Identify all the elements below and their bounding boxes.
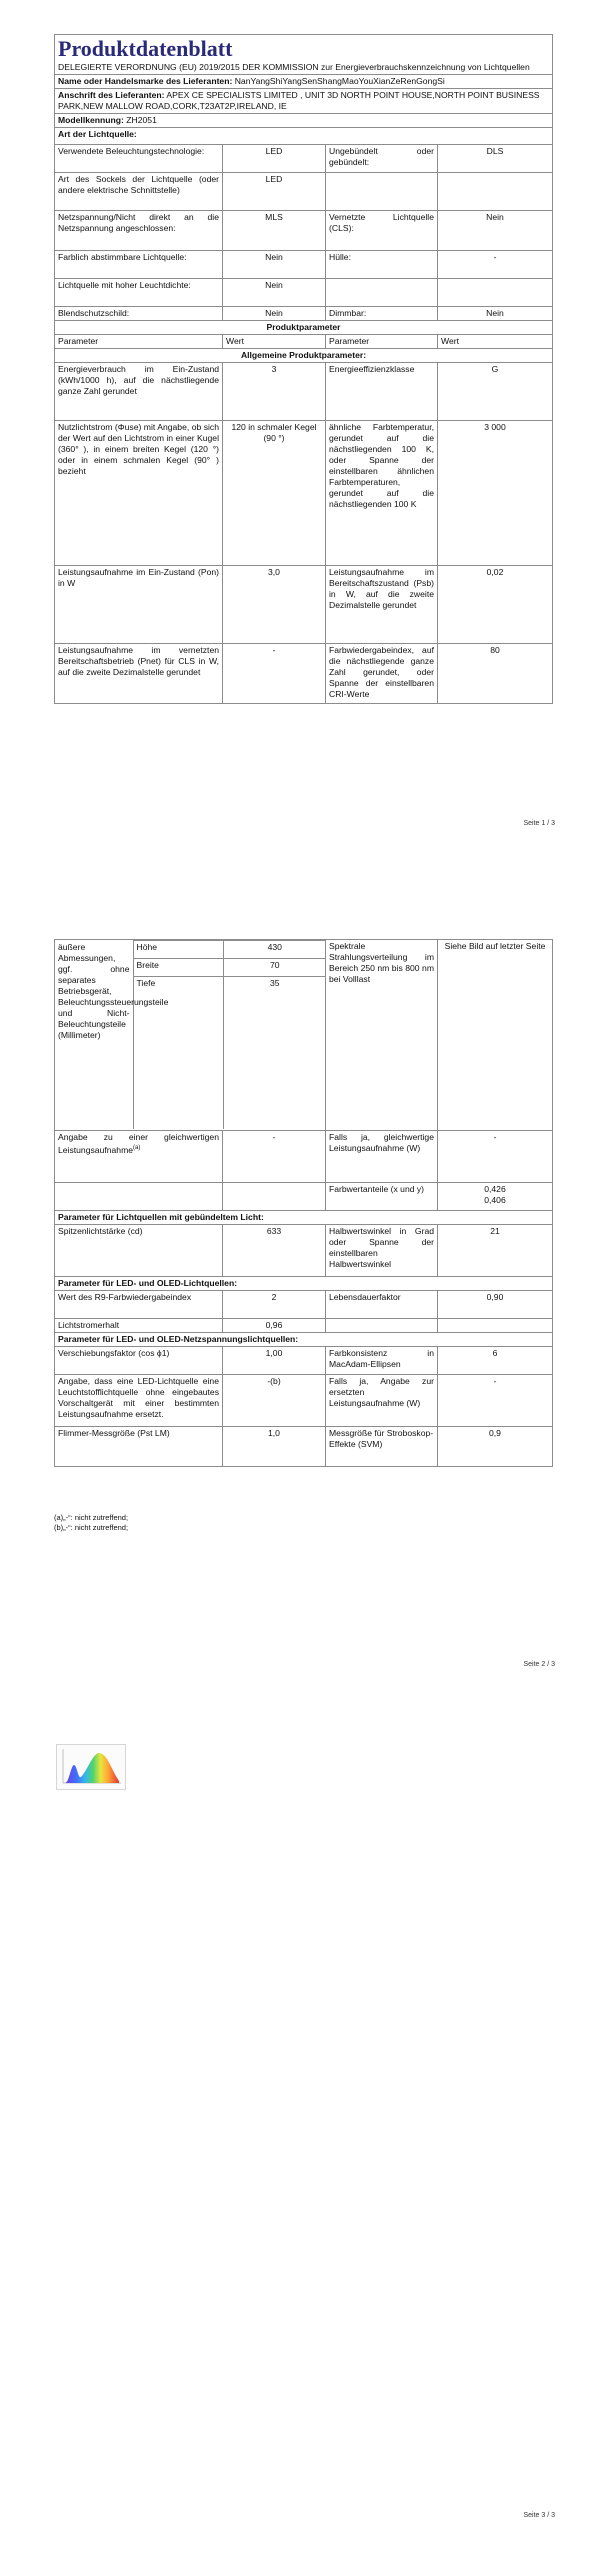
net-standby-label: Leistungsaufnahme im vernetzten Bereitschaftsbetrieb (Pnet) für CLS in W, auf die zweite Dezimalstelle gerundet bbox=[55, 644, 223, 704]
eff-class-value: G bbox=[438, 363, 553, 421]
led-heading: Parameter für LED- und OLED-Lichtquellen: bbox=[55, 1277, 553, 1291]
ls-value: LED bbox=[223, 173, 326, 211]
ls-value: Nein bbox=[223, 307, 326, 321]
ls-label: Lichtquelle mit hoher Leuchtdichte: bbox=[55, 279, 223, 307]
chromaticity-y: 0,406 bbox=[484, 1195, 506, 1205]
lumen-maintenance-label: Lichtstromerhalt bbox=[55, 1319, 223, 1333]
ls-value: MLS bbox=[223, 211, 326, 251]
ls-right-value: Nein bbox=[438, 211, 553, 251]
empty-cell bbox=[223, 1183, 326, 1211]
light-source-heading: Art der Lichtquelle: bbox=[55, 128, 553, 145]
empty-cell bbox=[55, 1183, 223, 1211]
product-params-heading: Produktparameter bbox=[55, 321, 553, 335]
supplier-address-label: Anschrift des Lieferanten: bbox=[58, 90, 165, 100]
ls-label: Farblich abstimmbare Lichtquelle: bbox=[55, 251, 223, 279]
ls-right-label: Hülle: bbox=[326, 251, 438, 279]
dimension-value: 35 bbox=[223, 976, 326, 1129]
ls-right-value: DLS bbox=[438, 145, 553, 173]
cct-label: ähnliche Farbtemperatur, gerundet auf die nächstliegenden 100 K, oder Spanne der einstellbaren ähnlichen Farbtemperaturen, gerundet auf die nächstliegenden 100 K bbox=[326, 421, 438, 566]
ls-value: LED bbox=[223, 145, 326, 173]
supplier-name-value: NanYangShiYangSenShangMaoYouXianZeRenGongSi bbox=[234, 76, 445, 86]
energy-label: Energieverbrauch im Ein-Zustand (kWh/1000 h), auf die nächstliegende ganze Zahl gerundet bbox=[55, 363, 223, 421]
supplier-name-row bbox=[55, 75, 553, 89]
footnotes bbox=[54, 1513, 128, 1533]
page-number: Seite 2 / 3 bbox=[523, 1661, 555, 1668]
ls-right-label bbox=[326, 279, 438, 307]
ls-label: Verwendete Beleuchtungstechnologie: bbox=[55, 145, 223, 173]
ls-value: Nein bbox=[223, 251, 326, 279]
spectral-distribution-image bbox=[56, 1744, 126, 1790]
header-cell bbox=[55, 35, 553, 75]
power-factor-label: Verschiebungsfaktor (cos ϕ1) bbox=[55, 1347, 223, 1375]
ls-right-value bbox=[438, 279, 553, 307]
ls-right-label bbox=[326, 173, 438, 211]
ls-right-value: - bbox=[438, 251, 553, 279]
ls-right-label: Dimmbar: bbox=[326, 307, 438, 321]
r9-value: 2 bbox=[223, 1291, 326, 1319]
spectral-label: Spektrale Strahlungsverteilung im Bereich 250 nm bis 800 nm bei Volllast bbox=[326, 940, 438, 1131]
fluorescent-claim-label: Angabe, dass eine LED-Lichtquelle eine Leuchtstofflichtquelle ohne eingebautes Vorschaltgerät mit einer bestimmten Leistungsaufnahme ersetzt. bbox=[55, 1375, 223, 1427]
dimension-name: Tiefe bbox=[133, 976, 223, 1129]
replaced-power-value: - bbox=[438, 1375, 553, 1427]
mains-heading: Parameter für LED- und OLED-Netzspannungslichtquellen: bbox=[55, 1333, 553, 1347]
power-on-label: Leistungsaufnahme im Ein-Zustand (Pon) in W bbox=[55, 566, 223, 644]
page-1 bbox=[0, 0, 603, 853]
fluorescent-claim-value: -(b) bbox=[223, 1375, 326, 1427]
chromaticity-x: 0,426 bbox=[484, 1184, 506, 1194]
ls-right-label: Vernetzte Lichtquelle (CLS): bbox=[326, 211, 438, 251]
equiv-power-claim-value: - bbox=[223, 1131, 326, 1183]
ls-right-value: Nein bbox=[438, 307, 553, 321]
macadam-value: 6 bbox=[438, 1347, 553, 1375]
supplier-address-row bbox=[55, 89, 553, 114]
empty-cell bbox=[326, 1319, 438, 1333]
r9-label: Wert des R9-Farbwiedergabeindex bbox=[55, 1291, 223, 1319]
beam-angle-value: 21 bbox=[438, 1225, 553, 1277]
equiv-power-value: - bbox=[438, 1131, 553, 1183]
dimension-value: 430 bbox=[223, 941, 326, 959]
cri-value: 80 bbox=[438, 644, 553, 704]
empty-cell bbox=[438, 1319, 553, 1333]
cct-value: 3 000 bbox=[438, 421, 553, 566]
cri-label: Farbwiedergabeindex, auf die nächstliegende ganze Zahl gerundet, oder Spanne der einstellbaren CRI-Werte bbox=[326, 644, 438, 704]
ls-label: Art des Sockels der Lichtquelle (oder andere elektrische Schnittstelle) bbox=[55, 173, 223, 211]
regulation-text: DELEGIERTE VERORDNUNG (EU) 2019/2015 DER KOMMISSION zur Energieverbrauchskennzeichnung von Lichtquellen bbox=[58, 62, 530, 72]
flicker-label: Flimmer-Messgröße (Pst LM) bbox=[55, 1427, 223, 1467]
peak-intensity-value: 633 bbox=[223, 1225, 326, 1277]
macadam-label: Farbkonsistenz in MacAdam-Ellipsen bbox=[326, 1347, 438, 1375]
flux-label: Nutzlichtstrom (Φuse) mit Angabe, ob sich der Wert auf den Lichtstrom in einer Kugel (360° ), in einem breiten Kegel (120 °) oder in einem schmalen Kegel (90° ) bezieht bbox=[55, 421, 223, 566]
survival-label: Lebensdauerfaktor bbox=[326, 1291, 438, 1319]
page-number: Seite 1 / 3 bbox=[523, 820, 555, 827]
footnote-b: (b)„-“: nicht zutreffend; bbox=[54, 1523, 129, 1532]
col-header-param: Parameter bbox=[326, 335, 438, 349]
ls-value: Nein bbox=[223, 279, 326, 307]
dimension-name: Breite bbox=[133, 958, 223, 976]
net-standby-value: - bbox=[223, 644, 326, 704]
model-row bbox=[55, 114, 553, 128]
svm-value: 0,9 bbox=[438, 1427, 553, 1467]
footnote-a: (a)„-“: nicht zutreffend; bbox=[54, 1513, 129, 1522]
ls-right-label: Ungebündelt oder gebündelt: bbox=[326, 145, 438, 173]
col-header-value: Wert bbox=[438, 335, 553, 349]
page-3 bbox=[0, 1706, 603, 2559]
dimensions-table bbox=[55, 940, 326, 1129]
flux-value: 120 in schmaler Kegel (90 °) bbox=[223, 421, 326, 566]
datasheet-table-page-1 bbox=[54, 34, 553, 704]
standby-value: 0,02 bbox=[438, 566, 553, 644]
eff-class-label: Energieeffizienzklasse bbox=[326, 363, 438, 421]
model-label: Modellkennung: bbox=[58, 115, 124, 125]
supplier-address-value: APEX CE SPECIALISTS LIMITED , UNIT 3D NORTH POINT HOUSE,NORTH POINT BUSINESS PARK,NEW MALLOW ROAD,CORK,T23AT2P,IRELAND, IE bbox=[58, 90, 540, 111]
dimensions-label: äußere Abmessungen, ggf. ohne separates Betriebsgerät, Beleuchtungssteuerungsteile und Nicht-Beleuchtungsteile (Millimeter) bbox=[55, 941, 133, 1129]
directional-heading: Parameter für Lichtquellen mit gebündeltem Licht: bbox=[55, 1211, 553, 1225]
col-header-param: Parameter bbox=[55, 335, 223, 349]
replaced-power-label: Falls ja, Angabe zur ersetzten Leistungsaufnahme (W) bbox=[326, 1375, 438, 1427]
datasheet-table-page-2 bbox=[54, 939, 553, 1467]
spectral-value: Siehe Bild auf letzter Seite bbox=[438, 940, 553, 1131]
standby-label: Leistungsaufnahme im Bereitschaftszustand (Psb) in W, auf die zweite Dezimalstelle gerundet bbox=[326, 566, 438, 644]
ls-label: Blendschutzschild: bbox=[55, 307, 223, 321]
general-params-heading: Allgemeine Produktparameter: bbox=[55, 349, 553, 363]
page-2 bbox=[0, 853, 603, 1706]
power-factor-value: 1,00 bbox=[223, 1347, 326, 1375]
spectrum-graphic bbox=[57, 1745, 125, 1789]
power-on-value: 3,0 bbox=[223, 566, 326, 644]
equiv-power-label: Falls ja, gleichwertige Leistungsaufnahme (W) bbox=[326, 1131, 438, 1183]
lumen-maintenance-value: 0,96 bbox=[223, 1319, 326, 1333]
model-value: ZH2051 bbox=[126, 115, 157, 125]
dimension-value: 70 bbox=[223, 958, 326, 976]
beam-angle-label: Halbwertswinkel in Grad oder Spanne der einstellbaren Halbwertswinkel bbox=[326, 1225, 438, 1277]
chromaticity-values bbox=[438, 1183, 553, 1211]
supplier-name-label: Name oder Handelsmarke des Lieferanten: bbox=[58, 76, 233, 86]
equiv-power-claim-label: Angabe zu einer gleichwertigen Leistungsaufnahme$^{(a)}$ bbox=[55, 1131, 223, 1183]
page-title: Produktdatenblatt bbox=[58, 36, 233, 61]
energy-value: 3 bbox=[223, 363, 326, 421]
dimension-name: Höhe bbox=[133, 941, 223, 959]
footnote-ref-a: (a) bbox=[133, 1145, 141, 1151]
survival-value: 0,90 bbox=[438, 1291, 553, 1319]
peak-intensity-label: Spitzenlichtstärke (cd) bbox=[55, 1225, 223, 1277]
chromaticity-label: Farbwertanteile (x und y) bbox=[326, 1183, 438, 1211]
svm-label: Messgröße für Stroboskop-Effekte (SVM) bbox=[326, 1427, 438, 1467]
ls-right-value bbox=[438, 173, 553, 211]
flicker-value: 1,0 bbox=[223, 1427, 326, 1467]
page-number: Seite 3 / 3 bbox=[523, 2512, 555, 2519]
ls-label: Netzspannung/Nicht direkt an die Netzspannung angeschlossen: bbox=[55, 211, 223, 251]
col-header-value: Wert bbox=[223, 335, 326, 349]
dimensions-cell bbox=[55, 940, 326, 1131]
